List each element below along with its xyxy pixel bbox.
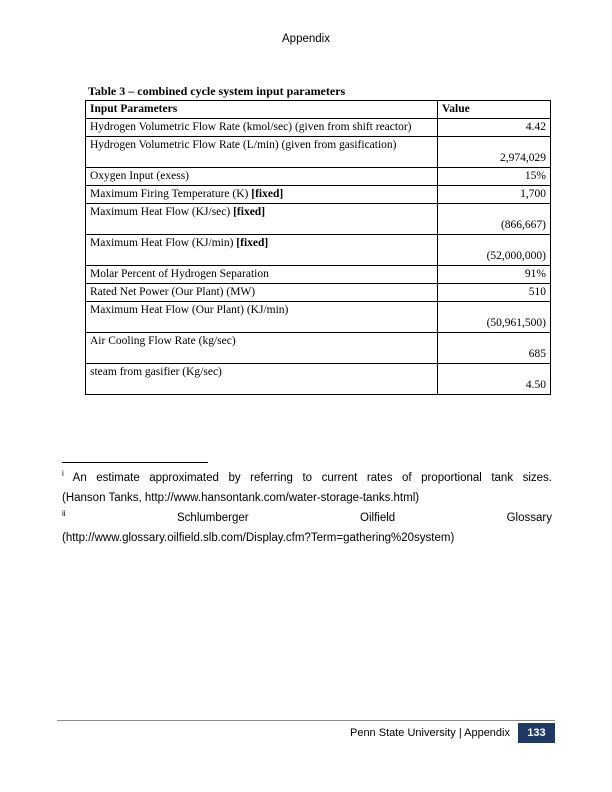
param-cell: [86, 119, 438, 137]
footnote-1-text: An estimate approximated by referring to current rates of proportional tank sizes.: [72, 472, 552, 484]
param-bold-text: [fixed]: [236, 237, 269, 249]
param-cell: [86, 235, 438, 266]
value-cell: 2,974,029: [438, 137, 551, 168]
footnotes-section: [62, 462, 552, 548]
table-row: [86, 284, 551, 302]
value-cell: 15%: [438, 168, 551, 186]
param-cell: [86, 333, 438, 364]
param-cell: [86, 302, 438, 333]
param-cell: [86, 168, 438, 186]
footnote-2-url: (http://www.glossary.oilfield.slb.com/Display.cfm?Term=gathering%20system): [62, 532, 455, 544]
param-header-cell: Input Parameters: [86, 101, 438, 119]
page-footer: [57, 720, 555, 743]
table-row: [86, 186, 551, 204]
footnote-2-marker: ii: [62, 509, 66, 519]
value-cell: (52,000,000): [438, 235, 551, 266]
table-title: Table 3 – combined cycle system input parameters: [88, 84, 346, 98]
table-row: [86, 168, 551, 186]
param-bold-text: [fixed]: [233, 206, 266, 218]
footer-text: Penn State University | Appendix: [349, 727, 510, 739]
param-cell: [86, 364, 438, 395]
param-text: Maximum Firing Temperature (K): [90, 188, 252, 200]
page-number-badge: 133: [518, 723, 555, 743]
param-text: Air Cooling Flow Rate (kg/sec): [90, 335, 236, 347]
table-row: [86, 137, 551, 168]
value-header-cell: Value: [438, 101, 551, 119]
value-cell: 4.50: [438, 364, 551, 395]
value-cell: (50,961,500): [438, 302, 551, 333]
param-cell: [86, 137, 438, 168]
table-row: [86, 235, 551, 266]
value-cell: 510: [438, 284, 551, 302]
value-cell: 91%: [438, 266, 551, 284]
table-header-row: [86, 101, 551, 119]
value-cell: 685: [438, 333, 551, 364]
param-cell: [86, 266, 438, 284]
param-text: Oxygen Input (exess): [90, 170, 190, 182]
param-text: Hydrogen Volumetric Flow Rate (kmol/sec) (given from shift reactor): [90, 121, 412, 133]
footnote-1: [62, 468, 552, 508]
table-row: [86, 204, 551, 235]
footer-row: [57, 723, 555, 743]
table-row: [86, 364, 551, 395]
param-text: Hydrogen Volumetric Flow Rate (L/min) (given from gasification): [90, 139, 397, 151]
param-text: Maximum Heat Flow (KJ/sec): [90, 206, 234, 218]
param-cell: [86, 186, 438, 204]
footnote-1-marker: i: [62, 469, 64, 479]
table-row: [86, 333, 551, 364]
footnote-2-text: Schlumberger Oilfield Glossary: [177, 512, 552, 524]
footnote-2: [62, 508, 552, 548]
footnote-2-line-1: [62, 508, 552, 528]
value-cell: 4.42: [438, 119, 551, 137]
table-row: [86, 302, 551, 333]
value-cell: 1,700: [438, 186, 551, 204]
table-row: [86, 266, 551, 284]
footnote-separator: [62, 462, 208, 463]
param-cell: [86, 284, 438, 302]
param-cell: [86, 204, 438, 235]
footnote-1-url: (Hanson Tanks, http://www.hansontank.com/water-storage-tanks.html): [62, 492, 420, 504]
param-text: Rated Net Power (Our Plant) (MW): [90, 286, 256, 298]
param-text: Maximum Heat Flow (KJ/min): [90, 237, 237, 249]
param-text: Maximum Heat Flow (Our Plant) (KJ/min): [90, 304, 289, 316]
table-row: [86, 119, 551, 137]
params-table: [85, 100, 551, 395]
param-text: steam from gasifier (Kg/sec): [90, 366, 222, 378]
footnote-1-line-1: [62, 468, 552, 488]
value-cell: (866,667): [438, 204, 551, 235]
param-bold-text: [fixed]: [251, 188, 284, 200]
page-header: Appendix: [282, 33, 330, 45]
param-text: Molar Percent of Hydrogen Separation: [90, 268, 269, 280]
